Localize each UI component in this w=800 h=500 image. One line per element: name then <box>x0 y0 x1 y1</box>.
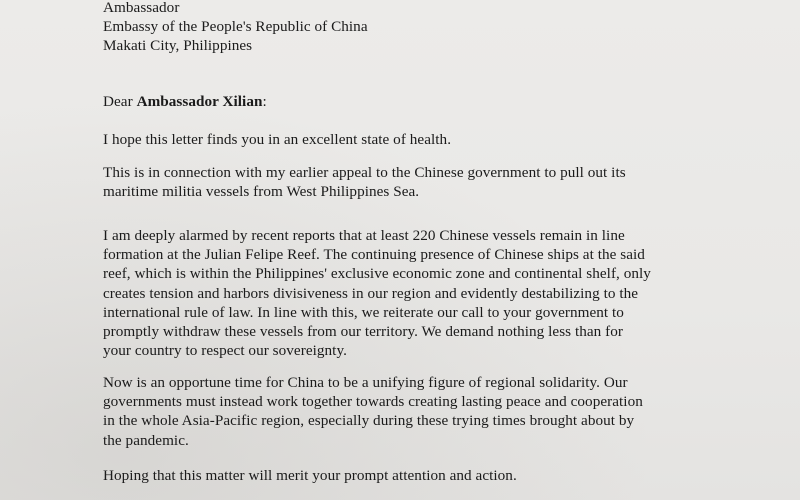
paragraph-solidarity <box>103 373 743 450</box>
paragraph-line: governments must instead work together towards creating lasting peace and cooperation <box>103 393 643 411</box>
paragraph-line: international rule of law. In line with this, we reiterate our call to your government to <box>103 303 624 321</box>
paragraph-line: the pandemic. <box>103 431 189 449</box>
recipient-office: Embassy of the People's Republic of China <box>103 18 368 35</box>
paragraph-context <box>103 163 743 201</box>
salutation <box>103 92 267 111</box>
paragraph-line: promptly withdraw these vessels from our territory. We demand nothing less than for <box>103 323 624 341</box>
paragraph-line: I am deeply alarmed by recent reports that at least 220 Chinese vessels remain in line <box>103 227 625 244</box>
paragraph-greeting <box>103 130 743 149</box>
paragraph-line: reef, which is within the Philippines' exclusive economic zone and continental shelf, only <box>103 265 651 283</box>
paragraph-concern <box>103 226 743 360</box>
recipient-title: Ambassador <box>103 0 180 16</box>
paragraph-line: in the whole Asia-Pacific region, especially during these trying times brought about by <box>103 412 635 430</box>
paragraph-line: I hope this letter finds you in an excellent state of health. <box>103 131 452 148</box>
paragraph-line: This is in connection with my earlier appeal to the Chinese government to pull out its <box>103 164 626 181</box>
paragraph-line: Hoping that this matter will merit your prompt attention and action. <box>103 467 517 484</box>
paragraph-line: maritime militia vessels from West Philippines Sea. <box>103 183 420 201</box>
salutation-name: Ambassador Xilian <box>136 93 263 110</box>
paragraph-line: formation at the Julian Felipe Reef. The continuing presence of Chinese ships at the said <box>103 246 645 264</box>
salutation-prefix: Dear <box>103 93 137 110</box>
paragraph-line: Now is an opportune time for China to be a unifying figure of regional solidarity. Our <box>103 374 628 391</box>
paragraph-line: your country to respect our sovereignty. <box>103 342 347 360</box>
recipient-location: Makati City, Philippines <box>103 37 253 54</box>
paragraph-line: creates tension and harbors divisiveness in our region and evidently destabilizing to the <box>103 284 639 302</box>
salutation-suffix: : <box>262 93 267 110</box>
paragraph-closing <box>103 466 743 485</box>
